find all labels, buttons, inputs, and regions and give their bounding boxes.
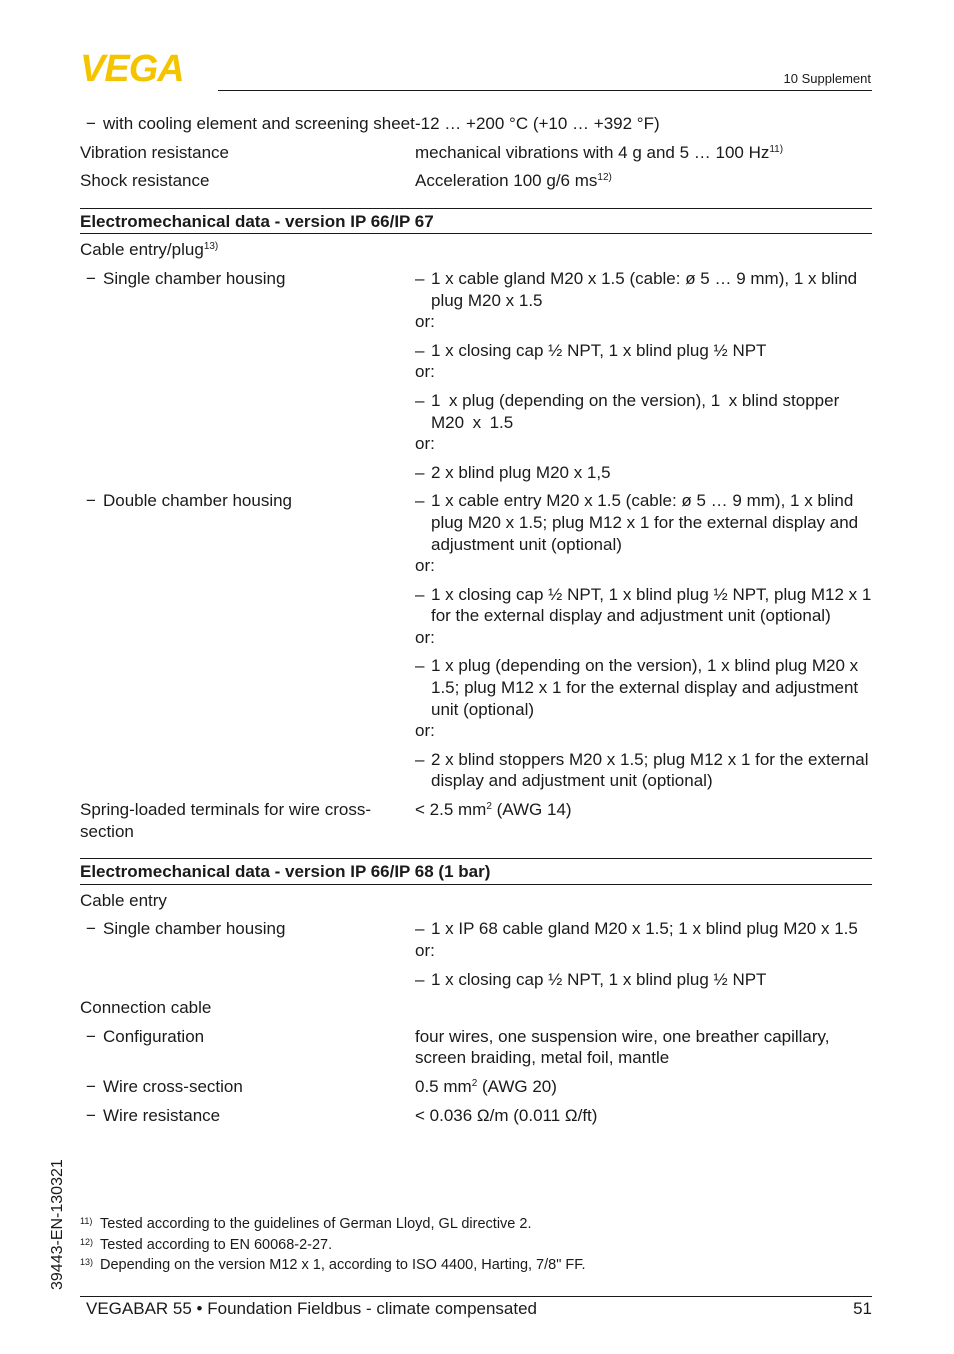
- footnote-ref: 11): [769, 143, 784, 155]
- spec-value: < 0.036 Ω/m (0.011 Ω/ft): [415, 1105, 598, 1125]
- spec-label: − Wire resistance: [80, 1105, 415, 1127]
- spec-row-single-chamber: [80, 268, 872, 483]
- spec-label: − Single chamber housing: [80, 918, 415, 990]
- footnote-item: 12) Tested according to EN 60068-2-27.: [80, 1236, 333, 1253]
- spec-label: Cable entry: [80, 890, 167, 910]
- list-item: – 1 x cable entry M20 x 1.5 (cable: ø 5 … 9 mm), 1 x blind plug M20 x 1.5; plug M12 x 1 for the external display and adjustment unit (optional): [415, 490, 872, 555]
- footnote-ref: 12): [597, 172, 612, 184]
- spec-row-cable-entry-2: [80, 890, 872, 912]
- spec-label: Cable entry/plug$^{13)}$: [80, 240, 219, 260]
- list-item: – 2 x blind stoppers M20 x 1.5; plug M12 x 1 for the external display and adjustment unit (optional): [415, 749, 872, 792]
- spec-row-double-chamber: [80, 490, 872, 792]
- spec-label: − Double chamber housing: [80, 490, 415, 792]
- spec-row-connection-cable: [80, 997, 872, 1019]
- footer-title: VEGABAR 55 • Foundation Fieldbus - climate compensated: [86, 1299, 538, 1318]
- list-item: – 1 x closing cap ½ NPT, 1 x blind plug ½ NPT: [415, 969, 872, 991]
- or-label: or:: [415, 941, 435, 960]
- spec-row-wire-resistance: [80, 1105, 872, 1127]
- or-label: or:: [415, 721, 435, 741]
- list-item: – 1 x IP 68 cable gland M20 x 1.5; 1 x blind plug M20 x 1.5: [415, 918, 872, 940]
- spec-row-vibration: [80, 142, 872, 164]
- or-label: or:: [415, 627, 435, 647]
- list-item: – 1 x cable gland M20 x 1.5 (cable: ø 5 … 9 mm), 1 x blind plug M20 x 1.5: [415, 268, 872, 311]
- spec-row-shock: [80, 170, 872, 192]
- or-label: or:: [415, 362, 435, 382]
- spec-value: mechanical vibrations with 4 g and 5 … 100 Hz$^{11)}$: [415, 142, 784, 162]
- vega-logo: [80, 50, 212, 84]
- list-item: – 2 x blind plug M20 x 1,5: [415, 462, 872, 484]
- spec-value: 0.5 $mm^2$ (AWG 20): [415, 1076, 557, 1096]
- spec-row-wire-cross-section: [80, 1076, 872, 1098]
- footer-rule: [80, 1296, 872, 1297]
- spec-value: Acceleration 100 g/6 $ms^{12)}$: [415, 171, 612, 191]
- list-item: – 1 x closing cap ½ NPT, 1 x blind plug ½ NPT: [415, 340, 872, 362]
- footnote-item: 13) Depending on the version M12 x 1, according to ISO 4400, Harting, 7/8" FF.: [80, 1257, 586, 1273]
- or-label: or:: [415, 434, 435, 454]
- footnote-ref: 13): [203, 241, 219, 253]
- header-rule: [218, 90, 872, 91]
- spec-content: [80, 113, 872, 1133]
- spec-row-configuration: [80, 1026, 872, 1069]
- spec-value: [415, 490, 872, 792]
- spec-label: Spring-loaded terminals for wire cross-section: [80, 800, 371, 841]
- footnote-item: 11) Tested according to the guidelines of German Lloyd, GL directive 2.: [80, 1216, 532, 1232]
- spec-value: < 2.5 $mm^2$ (AWG 14): [415, 800, 572, 820]
- logo-text: VEGA: [80, 50, 184, 84]
- spec-row-cable-entry: [80, 239, 872, 261]
- spec-label: − Single chamber housing: [80, 268, 415, 483]
- or-label: or:: [415, 312, 435, 332]
- spec-label: Connection cable: [80, 998, 212, 1018]
- section-heading-ip68: Electromechanical data - version IP 66/IP 68 (1 bar): [80, 858, 872, 885]
- or-label: or:: [415, 556, 435, 576]
- section-label: 10 Supplement: [783, 71, 871, 86]
- spec-value: [415, 918, 872, 990]
- spec-row-spring-terminals: [80, 799, 872, 842]
- spec-label: Shock resistance: [80, 171, 210, 191]
- page-footer: [86, 1299, 872, 1319]
- spec-value: -12 … +200 °C (+10 … +392 °F): [415, 114, 660, 133]
- section-heading-ip67: Electromechanical data - version IP 66/IP 67: [80, 208, 872, 235]
- list-item: – 1 x closing cap ½ NPT, 1 x blind plug ½ NPT, plug M12 x 1 for the external display and adjustment unit (optional): [415, 584, 872, 627]
- list-item: – 1 x plug (depending on the version), 1 x blind plug M20 x 1.5; plug M12 x 1 for the external display and adjustment unit (optional): [415, 655, 872, 720]
- spec-row-cooling: [80, 113, 872, 135]
- spec-label: Vibration resistance: [80, 142, 229, 162]
- spec-value: [415, 268, 872, 483]
- page-number: 51: [853, 1299, 872, 1318]
- spec-value: four wires, one suspension wire, one breather capillary, screen braiding, metal foil, mantle: [415, 1026, 830, 1068]
- document-id: 39443-EN-130321: [49, 1159, 66, 1290]
- spec-label: − Configuration: [80, 1026, 415, 1069]
- spec-label: − with cooling element and screening sheet: [80, 113, 415, 135]
- list-item: – 1 x plug (depending on the version), 1 x blind stopper M20 x 1.5: [415, 390, 872, 433]
- spec-label: − Wire cross-section: [80, 1076, 415, 1098]
- spec-row-single-chamber-2: [80, 918, 872, 990]
- footnotes: [80, 1214, 872, 1276]
